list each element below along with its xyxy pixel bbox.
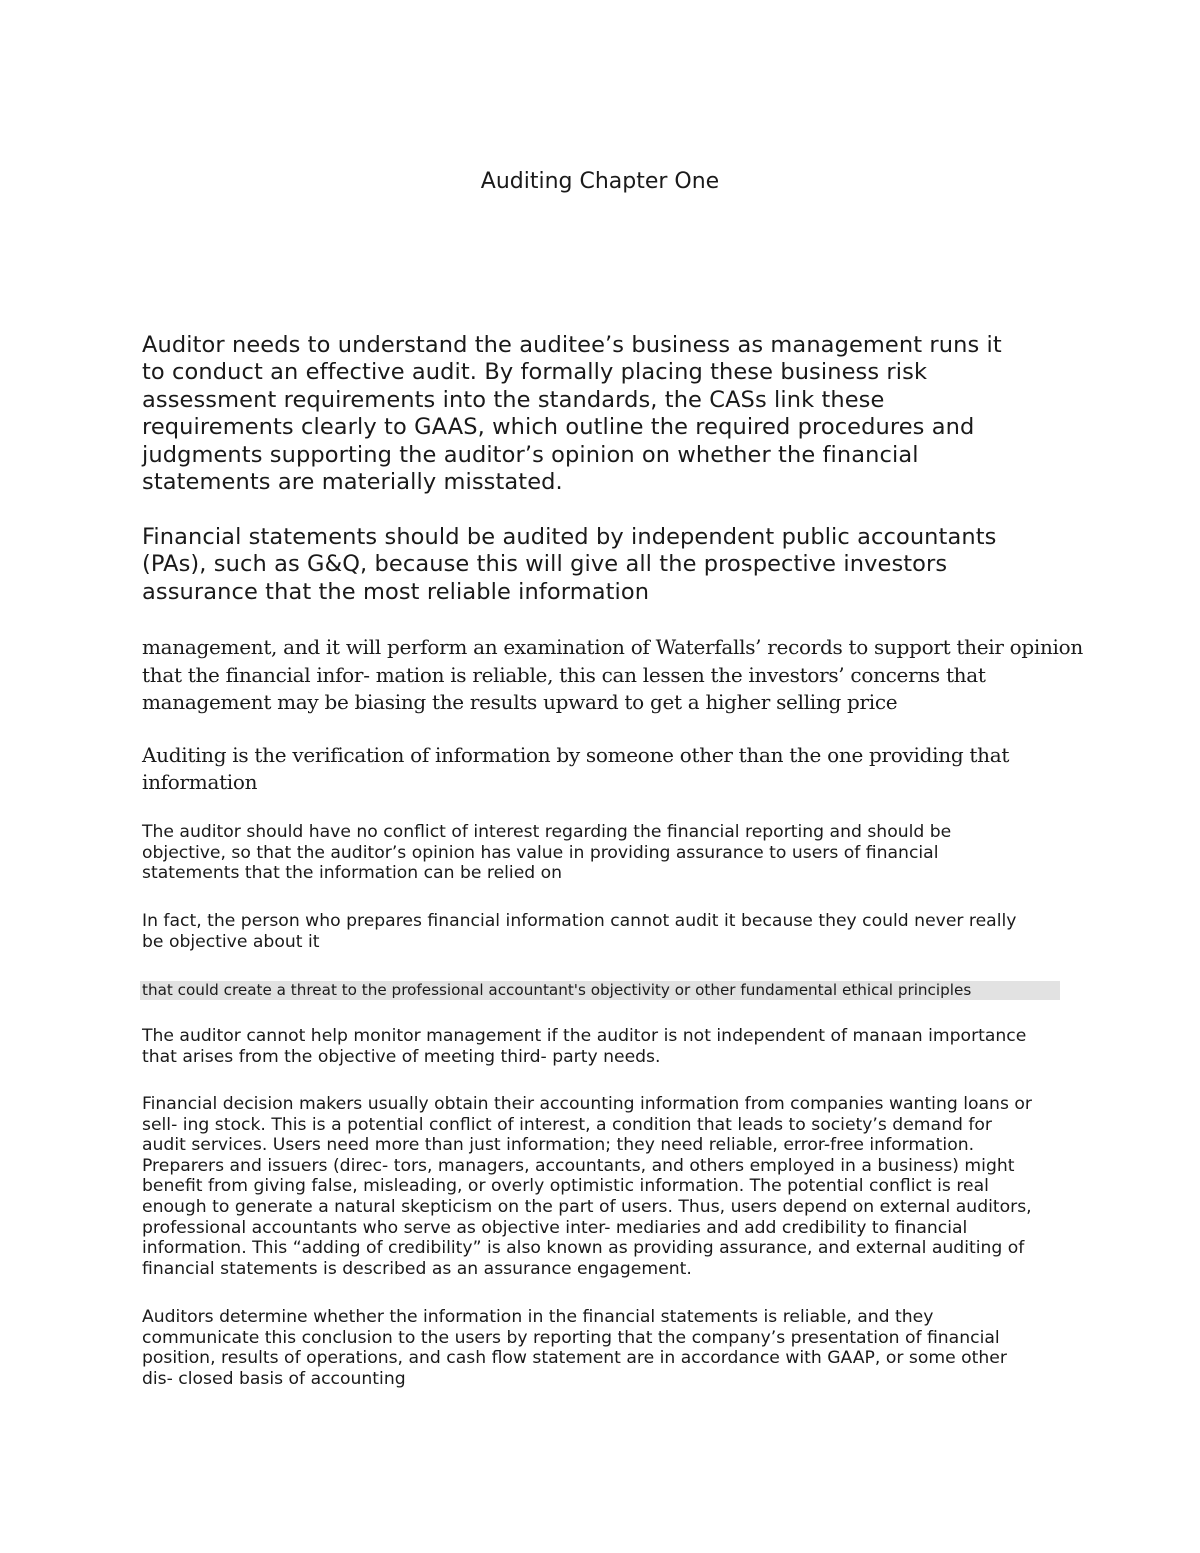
paragraph-line: assurance that the most reliable information (142, 578, 650, 605)
highlighted-threat-line (140, 981, 1060, 1000)
paragraph-line: benefit from giving false, misleading, or overly optimistic information. The potential conflict is real (142, 1176, 989, 1197)
paragraph-line: be objective about it (142, 931, 320, 952)
paragraph-line: that could create a threat to the professional accountant's objectivity or other fundamental ethical principles (142, 981, 972, 999)
paragraph-self-audit (142, 911, 1067, 952)
paragraph-line: sell- ing stock. This is a potential conflict of interest, a condition that leads to society’s demand for (142, 1114, 992, 1135)
paragraph-line: (PAs), such as G&Q, because this will give all the prospective investors (142, 551, 948, 578)
paragraph-line: Preparers and issuers (direc- tors, managers, accountants, and others employed in a business) might (142, 1155, 1015, 1176)
paragraph-auditing-definition (142, 742, 1072, 796)
paragraph-line: information (142, 770, 258, 794)
paragraph-auditors-determine (142, 1307, 1067, 1389)
paragraph-line: audit services. Users need more than just information; they need reliable, error-free information. (142, 1135, 975, 1156)
paragraph-line: management may be biasing the results upward to get a higher selling price (142, 690, 898, 714)
paragraph-line: professional accountants who serve as objective inter- mediaries and add credibility to financial (142, 1217, 968, 1238)
paragraph-line: judgments supporting the auditor’s opinion on whether the financial (142, 441, 919, 468)
paragraph-monitor-management (142, 1026, 1067, 1067)
paragraph-line: The auditor should have no conflict of interest regarding the financial reporting and should be (142, 822, 952, 842)
paragraph-line: assessment requirements into the standards, the CASs link these (142, 386, 885, 413)
paragraph-line: position, results of operations, and cash flow statement are in accordance with GAAP, or some other (142, 1348, 1007, 1369)
paragraph-line: financial statements is described as an assurance engagement. (142, 1258, 692, 1279)
paragraph-line: Auditors determine whether the information in the financial statements is reliable, and they (142, 1307, 934, 1327)
paragraph-decision-makers (142, 1094, 1067, 1279)
paragraph-line: enough to generate a natural skepticism on the part of users. Thus, users depend on external auditors, (142, 1196, 1032, 1217)
paragraph-line: communicate this conclusion to the users by reporting that the company’s presentation of financial (142, 1327, 1000, 1348)
paragraph-line: Auditor needs to understand the auditee’s business as management runs it (142, 332, 1002, 358)
paragraph-line: The auditor cannot help monitor management if the auditor is not independent of manaan importance (142, 1026, 1027, 1046)
paragraph-line: statements that the information can be relied on (142, 863, 563, 884)
paragraph-line: Financial decision makers usually obtain their accounting information from companies wanting loans or (142, 1094, 1032, 1114)
paragraph-line: to conduct an effective audit. By formally placing these business risk (142, 359, 928, 386)
paragraph-business-understanding (142, 332, 1062, 496)
document-title: Auditing Chapter One (480, 169, 720, 194)
paragraph-line: that arises from the objective of meeting third- party needs. (142, 1046, 661, 1067)
paragraph-conflict-of-interest (142, 822, 1067, 884)
paragraph-line: information. This “adding of credibility” is also known as providing assurance, and external auditing of (142, 1238, 1025, 1259)
paragraph-line: Auditing is the verification of information by someone other than the one providing that (142, 743, 1010, 767)
paragraph-line: requirements clearly to GAAS, which outline the required procedures and (142, 414, 975, 441)
paragraph-line: management, and it will perform an examination of Waterfalls’ records to support their opinion (142, 635, 1083, 659)
paragraph-line: objective, so that the auditor’s opinion has value in providing assurance to users of financial (142, 842, 939, 863)
paragraph-line: that the financial infor- mation is reliable, this can lessen the investors’ concerns that (142, 662, 986, 687)
paragraph-line: statements are materially misstated. (142, 469, 563, 496)
paragraph-line: dis- closed basis of accounting (142, 1368, 406, 1389)
paragraph-line: Financial statements should be audited by independent public accountants (142, 524, 997, 550)
paragraph-independent-accountants (142, 524, 1062, 606)
paragraph-line: In fact, the person who prepares financial information cannot audit it because they could never really (142, 911, 1017, 931)
paragraph-management-examination (142, 634, 1083, 717)
